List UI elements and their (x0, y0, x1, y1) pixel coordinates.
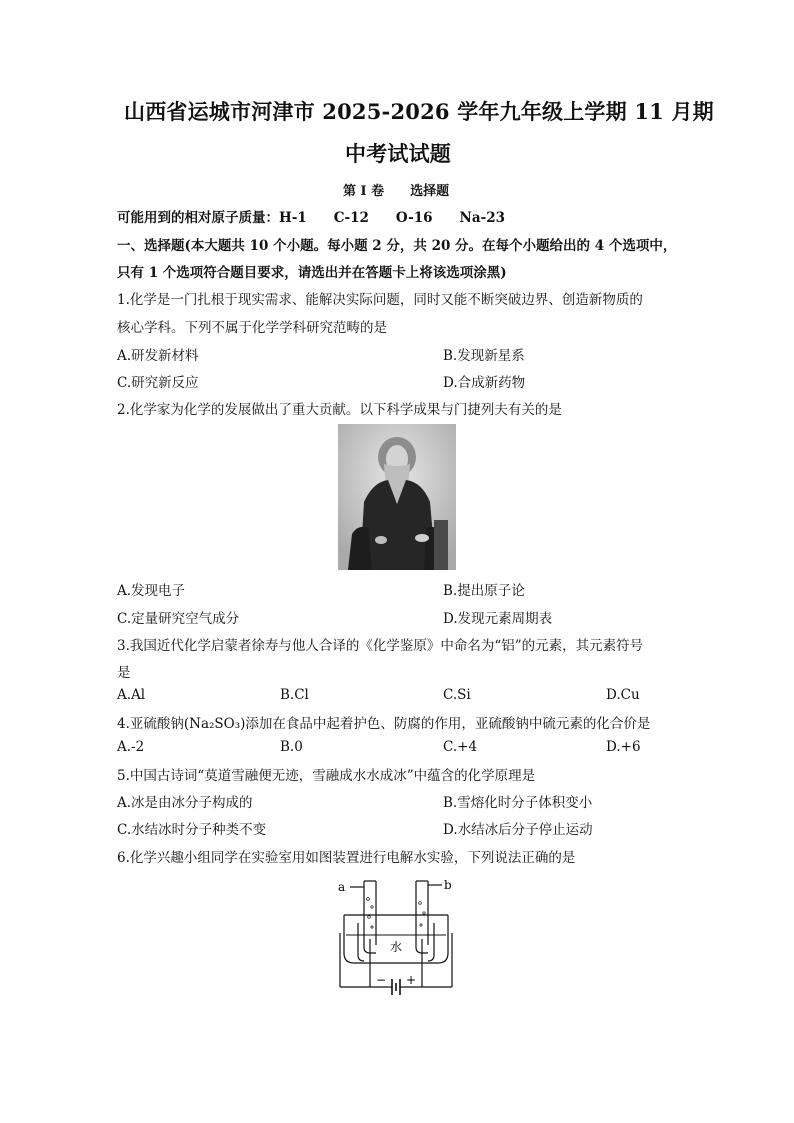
question-4-option-a: A.-2 (117, 739, 145, 755)
question-1-option-d: D.合成新药物 (443, 375, 526, 391)
part1-instruction-line2: 只有 1 个选项符合题目要求，请选出并在答题卡上将该选项涂黑) (117, 265, 507, 281)
question-1-line2: 核心学科。下列不属于化学学科研究范畴的是 (117, 320, 387, 336)
question-2-option-a: A.发现电子 (117, 583, 186, 599)
question-3-option-a: A.Al (117, 687, 146, 703)
electrolysis-apparatus-diagram (330, 873, 462, 999)
question-1-line1: 1.化学是一门扎根于现实需求、能解决实际问题，同时又能不断突破边界、创造新物质的 (117, 292, 643, 308)
question-3-line1: 3.我国近代化学启蒙者徐寿与他人合译的《化学鉴原》中命名为“铝”的元素，其元素符号 (117, 638, 644, 654)
question-2-option-d: D.发现元素周期表 (443, 611, 553, 627)
question-5-option-c: C.水结冰时分子种类不变 (117, 822, 267, 838)
svg-text:−: − (376, 973, 387, 987)
question-2-option-b: B.提出原子论 (443, 583, 525, 599)
question-5-option-a: A.冰是由冰分子构成的 (117, 795, 253, 811)
question-6-line1: 6.化学兴趣小组同学在实验室用如图装置进行电解水实验，下列说法正确的是 (117, 850, 576, 866)
question-5-line1: 5.中国古诗词“莫道雪融便无迹，雪融成水水成冰”中蕴含的化学原理是 (117, 768, 536, 784)
portrait-photo (338, 424, 456, 570)
question-1-option-c: C.研究新反应 (117, 375, 199, 391)
question-5-option-b: B.雪熔化时分子体积变小 (443, 795, 593, 811)
page-title-line2: 中考试试题 (345, 141, 451, 166)
svg-text:a: a (338, 880, 346, 894)
question-4-option-b: B.0 (280, 739, 303, 755)
question-3-option-d: D.Cu (606, 687, 640, 703)
question-3-line2: 是 (117, 665, 131, 681)
atomic-masses: 可能用到的相对原子质量：H-1 C-12 O-16 Na-23 (117, 210, 506, 226)
question-4-option-c: C.+4 (443, 739, 478, 755)
svg-text:+: + (406, 973, 417, 987)
svg-text:b: b (444, 878, 452, 892)
question-3-option-c: C.Si (443, 687, 471, 703)
svg-text:水: 水 (390, 940, 403, 954)
question-4-line1: 4.亚硫酸钠(Na₂SO₃)添加在食品中起着护色、防腐的作用，亚硫酸钠中硫元素的化合价是 (117, 716, 651, 732)
page-title-line1: 山西省运城市河津市 2025-2026 学年九年级上学期 11 月期 (124, 99, 714, 124)
question-2-line1: 2.化学家为化学的发展做出了重大贡献。以下科学成果与门捷列夫有关的是 (117, 402, 562, 418)
question-2-option-c: C.定量研究空气成分 (117, 611, 240, 627)
question-3-option-b: B.Cl (280, 687, 309, 703)
question-4-option-d: D.+6 (606, 739, 641, 755)
question-1-option-a: A.研发新材料 (117, 348, 199, 364)
section-heading: 第 I 卷 选择题 (343, 184, 450, 199)
question-5-option-d: D.水结冰后分子停止运动 (443, 822, 593, 838)
part1-instruction-line1: 一、选择题(本大题共 10 个小题。每小题 2 分，共 20 分。在每个小题给出的 4 个选项中， (117, 238, 677, 254)
question-1-option-b: B.发现新星系 (443, 348, 525, 364)
